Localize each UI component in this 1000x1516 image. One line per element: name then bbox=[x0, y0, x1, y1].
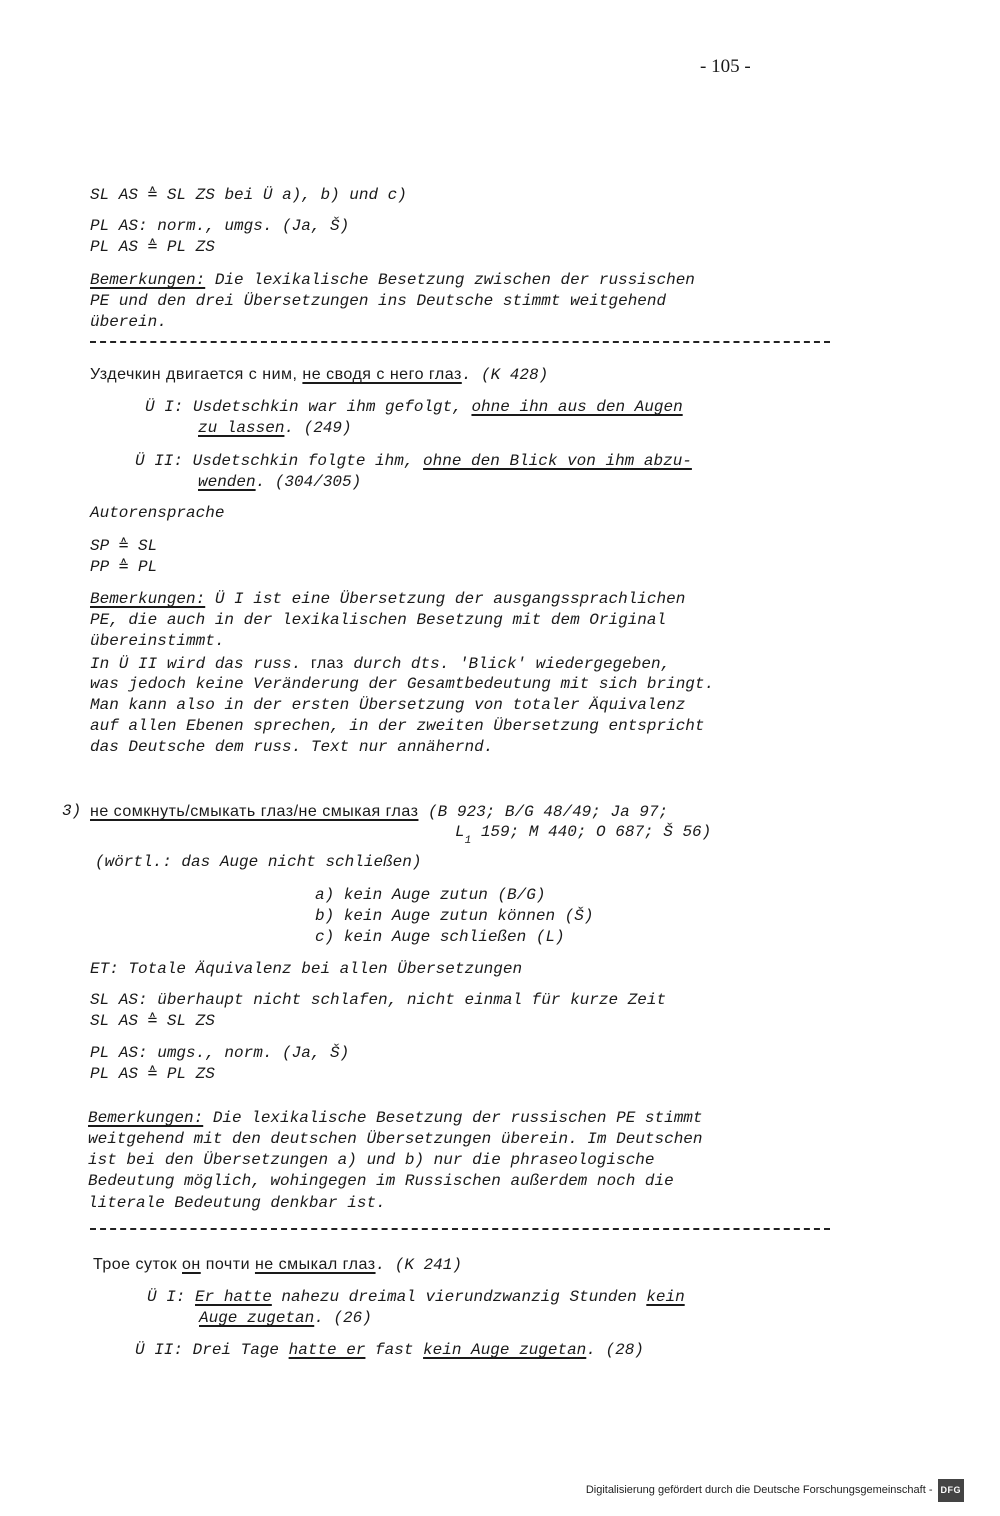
dfg-logo: DFG bbox=[938, 1479, 965, 1502]
et-line: ET: Totale Äquivalenz bei allen Übersetzungen bbox=[90, 960, 523, 978]
remarks-line-8: das Deutsche dem russ. Text nur annähernd. bbox=[90, 738, 494, 756]
sl-line: SL AS: überhaupt nicht schlafen, nicht einmal für kurze Zeit bbox=[90, 991, 667, 1009]
page-number: - 105 - bbox=[700, 56, 751, 77]
translation-option-c: c) kein Auge schließen (L) bbox=[315, 928, 565, 946]
remarks-line-4: Bedeutung möglich, wohingegen im Russischen außerdem noch die bbox=[88, 1172, 674, 1190]
remarks-line-7: auf allen Ebenen sprechen, in der zweiten Übersetzung entspricht bbox=[90, 717, 705, 735]
sl-line: SL AS ≙ SL ZS bei Ü a), b) und c) bbox=[90, 186, 407, 204]
translation-2-line: Ü II: Drei Tage hatte er fast kein Auge zugetan. (28) bbox=[135, 1341, 644, 1359]
translation-1-line-2: zu lassen. (249) bbox=[198, 419, 352, 437]
remarks-line-1: Bemerkungen: Die lexikalische Besetzung der russischen PE stimmt bbox=[88, 1109, 703, 1127]
translation-2-line-2: wenden. (304/305) bbox=[198, 473, 362, 491]
footer-text: Digitalisierung gefördert durch die Deutsche Forschungsgemeinschaft - bbox=[585, 1484, 933, 1496]
sl-equiv-line: SL AS ≙ SL ZS bbox=[90, 1012, 215, 1030]
remarks-line-2: weitgehend mit den deutschen Übersetzungen überein. Im Deutschen bbox=[88, 1130, 703, 1148]
remarks-line-3: überein. bbox=[90, 313, 167, 331]
translation-option-a: a) kein Auge zutun (B/G) bbox=[315, 886, 546, 904]
translation-1-line-2: Auge zugetan. (26) bbox=[199, 1309, 372, 1327]
translation-2-line-1: Ü II: Usdetschkin folgte ihm, ohne den Blick von ihm abzu- bbox=[135, 452, 692, 470]
remarks-line-3: übereinstimmt. bbox=[90, 632, 225, 650]
pl-line: PL AS: umgs., norm. (Ja, Š) bbox=[90, 1044, 350, 1062]
translation-option-b: b) kein Auge zutun können (Š) bbox=[315, 907, 594, 925]
pl-equiv-line: PL AS ≙ PL ZS bbox=[90, 238, 215, 256]
references-line-2: $L_1$ 159; M 440; O 687; Š 56) bbox=[455, 823, 712, 847]
remarks-line-2: PE, die auch in der lexikalischen Besetzung mit dem Original bbox=[90, 611, 667, 629]
remarks-line-1: Bemerkungen: Ü I ist eine Übersetzung der ausgangssprachlichen bbox=[90, 590, 686, 608]
autorensprache: Autorensprache bbox=[90, 504, 225, 522]
sp-line: SP ≙ SL bbox=[90, 537, 158, 555]
pl-equiv-line: PL AS ≙ PL ZS bbox=[90, 1065, 215, 1083]
remarks-label: Bemerkungen: bbox=[90, 271, 206, 289]
entry-number: 3) bbox=[62, 802, 82, 820]
pl-line: PL AS: norm., umgs. (Ja, Š) bbox=[90, 217, 350, 235]
russian-example-1: Уздечкин двигается с ним, не сводя с него глаз. (K 428) bbox=[90, 366, 549, 384]
translation-1-line-1: Ü I: Er hatte nahezu dreimal vierundzwanzig Stunden kein bbox=[147, 1288, 685, 1306]
digitization-footer bbox=[586, 1479, 964, 1502]
pp-line: PP ≙ PL bbox=[90, 558, 158, 576]
remarks-line-2: PE und den drei Übersetzungen ins Deutsche stimmt weitgehend bbox=[90, 292, 667, 310]
divider-rule bbox=[90, 1228, 830, 1230]
remarks-line-5: was jedoch keine Veränderung der Gesamtbedeutung mit sich bringt. bbox=[90, 675, 715, 693]
remarks-line-1: Bemerkungen: Die lexikalische Besetzung zwischen der russischen bbox=[90, 271, 695, 289]
divider-rule bbox=[90, 341, 830, 343]
literal-meaning: (wörtl.: das Auge nicht schließen) bbox=[95, 853, 422, 871]
phraseologism-heading: не сомкнуть/смыкать глаз/не смыкая глаз (B 923; B/G 48/49; Ja 97; bbox=[90, 803, 669, 821]
remarks-line-5: literale Bedeutung denkbar ist. bbox=[88, 1194, 386, 1212]
remarks-line-6: Man kann also in der ersten Übersetzung von totaler Äquivalenz bbox=[90, 696, 686, 714]
remarks-line-3: ist bei den Übersetzungen a) und b) nur die phraseologische bbox=[88, 1151, 655, 1169]
translation-1-line-1: Ü I: Usdetschkin war ihm gefolgt, ohne ihn aus den Augen bbox=[145, 398, 683, 416]
remarks-line-4: In Ü II wird das russ. глаз durch dts. 'Blick' wiedergegeben, bbox=[90, 655, 671, 673]
russian-example-2: Трое суток он почти не смыкал глаз. (K 241) bbox=[93, 1256, 462, 1274]
